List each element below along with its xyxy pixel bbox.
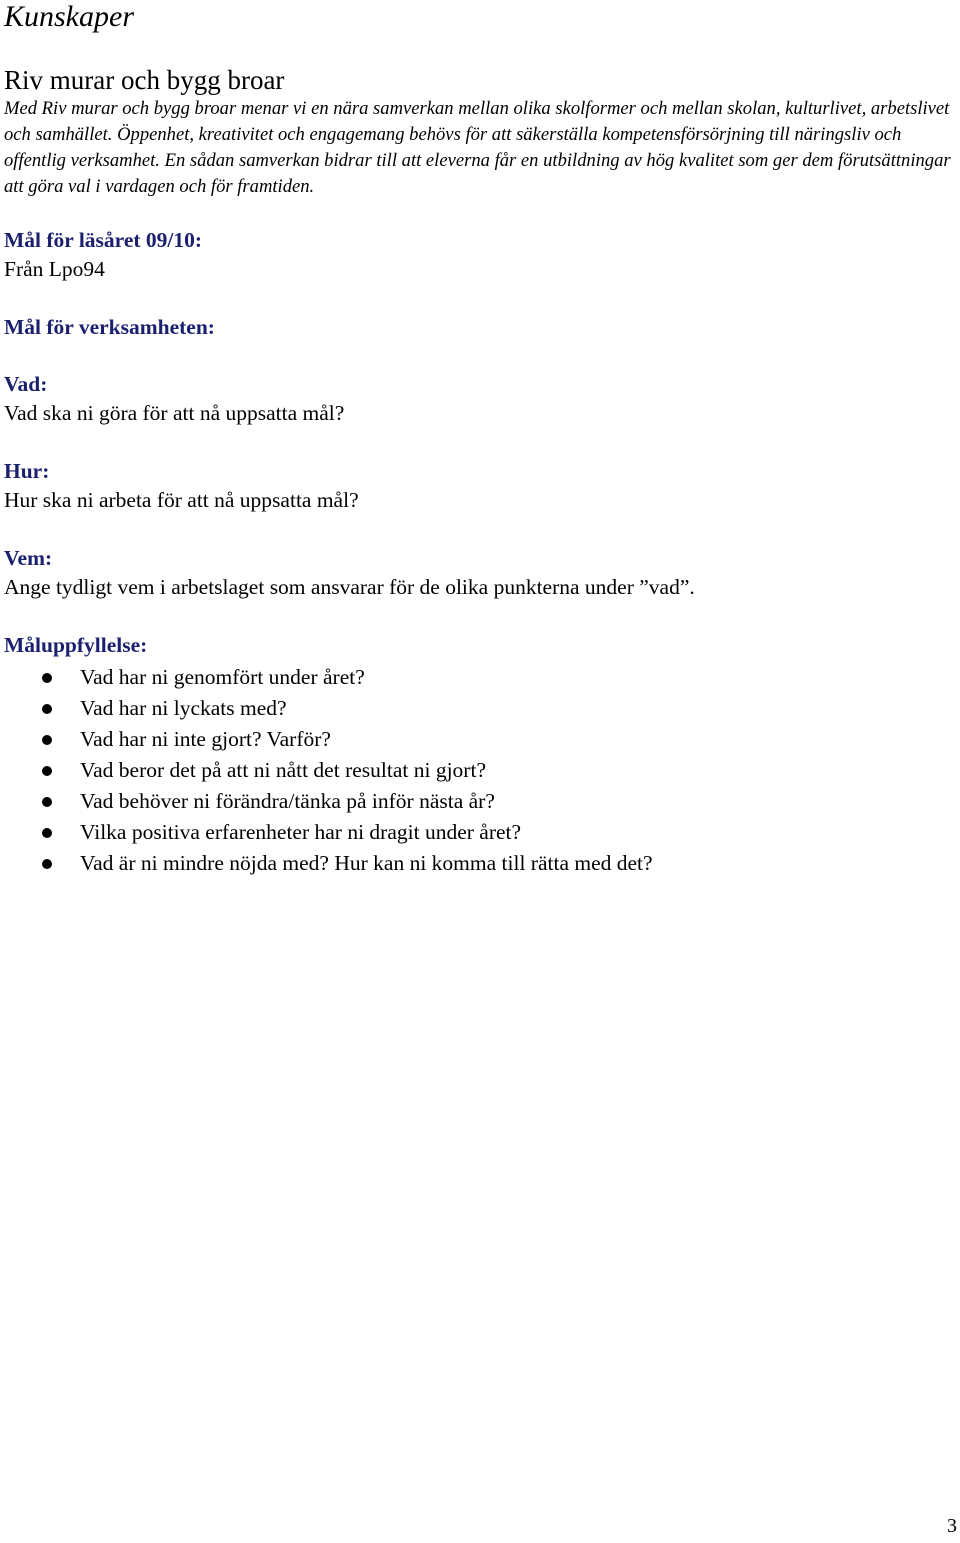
what-label: Vad:	[4, 372, 48, 396]
list-item-text: Vad har ni genomfört under året?	[80, 665, 365, 689]
how-text: Hur ska ni arbeta för att nå uppsatta mål?	[4, 488, 359, 512]
list-item	[0, 662, 653, 693]
intro-paragraph: Med Riv murar och bygg broar menar vi en nära samverkan mellan olika skolformer och mellan skolan, kulturlivet, arbetslivet och samhället. Öppenhet, kreativitet och engagemang behövs för att säkerställa kompetensförsörjning till näringsliv och offentlig verksamhet. En sådan samverkan bidrar till att eleverna får en utbildning av hög kvalitet som ger dem förutsättningar att göra val i vardagen och för framtiden.	[4, 98, 951, 197]
bullet-icon	[42, 797, 52, 807]
goals-year-text: Från Lpo94	[4, 257, 105, 281]
what-text: Vad ska ni göra för att nå uppsatta mål?	[4, 401, 345, 425]
bullet-icon	[42, 859, 52, 869]
fulfillment-label: Måluppfyllelse:	[4, 633, 148, 657]
list-item	[0, 755, 653, 786]
list-item-text: Vad är ni mindre nöjda med? Hur kan ni komma till rätta med det?	[80, 851, 653, 875]
who-label: Vem:	[4, 546, 53, 570]
bullet-icon	[42, 704, 52, 714]
list-item	[0, 724, 653, 755]
section-heading: Riv murar och bygg broar	[4, 65, 285, 95]
list-item	[0, 848, 653, 879]
list-item-text: Vad har ni inte gjort? Varför?	[80, 727, 331, 751]
bullet-icon	[42, 828, 52, 838]
who-text: Ange tydligt vem i arbetslaget som ansvarar för de olika punkterna under ”vad”.	[4, 575, 695, 599]
bullet-icon	[42, 673, 52, 683]
page-title: Kunskaper	[4, 0, 134, 33]
list-item	[0, 786, 653, 817]
bullet-icon	[42, 766, 52, 776]
fulfillment-list	[0, 662, 653, 879]
list-item	[0, 693, 653, 724]
list-item-text: Vad beror det på att ni nått det resultat ni gjort?	[80, 758, 486, 782]
bullet-icon	[42, 735, 52, 745]
how-label: Hur:	[4, 459, 50, 483]
goals-operation-label: Mål för verksamheten:	[4, 315, 215, 339]
list-item-text: Vilka positiva erfarenheter har ni dragit under året?	[80, 820, 522, 844]
list-item-text: Vad har ni lyckats med?	[80, 696, 287, 720]
page-number: 3	[947, 1515, 957, 1537]
list-item	[0, 817, 653, 848]
goals-year-label: Mål för läsåret 09/10:	[4, 228, 203, 252]
list-item-text: Vad behöver ni förändra/tänka på inför nästa år?	[80, 789, 495, 813]
